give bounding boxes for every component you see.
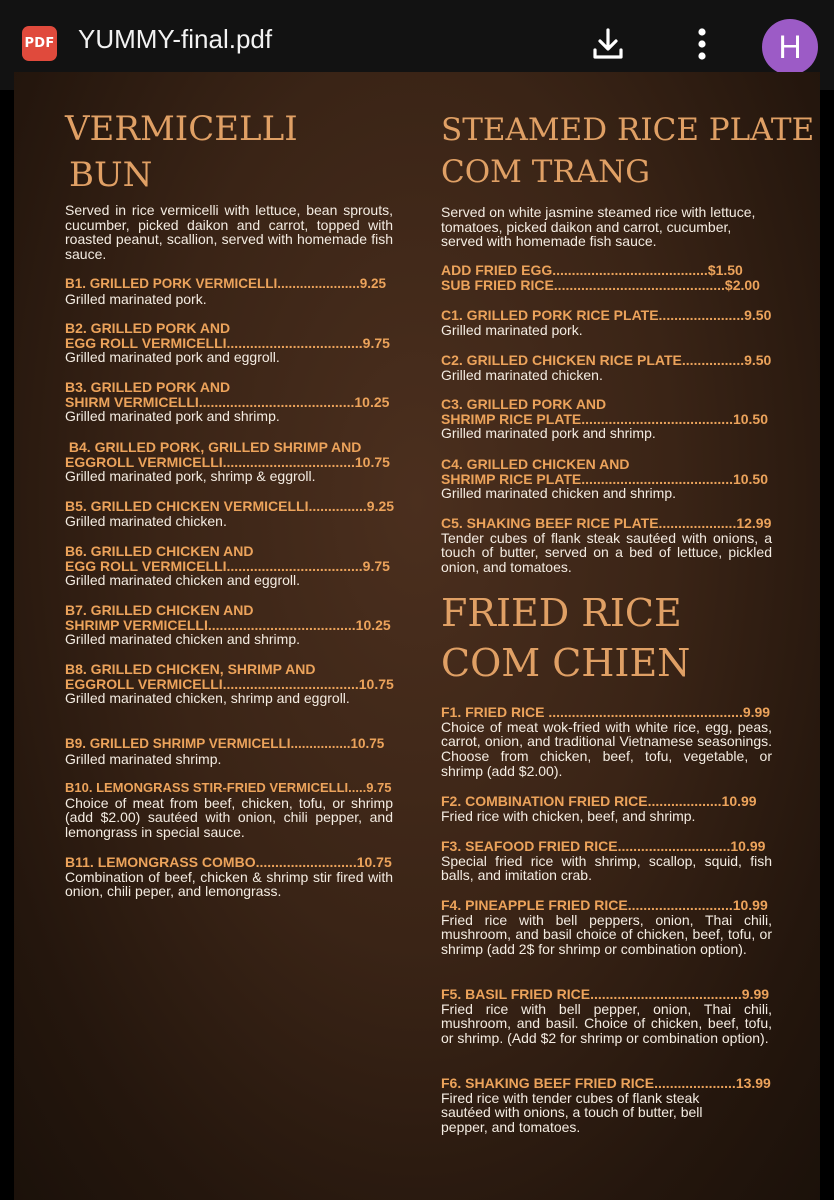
menu-item: [441, 308, 772, 337]
menu-item: [65, 544, 393, 588]
item-title: B1. GRILLED PORK VERMICELLI......................9.25: [65, 276, 387, 291]
menu-item: [65, 737, 393, 766]
item-description: Grilled marinated chicken.: [65, 512, 227, 529]
addons: [441, 263, 772, 292]
menu-item: [65, 321, 393, 365]
item-description: Choice of meat wok-fried with white rice, egg, peas, carrot, onion, and traditional Vietnamese seasonings. Choose from chicken, beef, tofu, vegetable, or shrimp (add $2.00).: [441, 718, 772, 779]
menu-item: [441, 353, 772, 382]
account-avatar[interactable]: H: [762, 19, 818, 75]
menu-item: [65, 440, 393, 484]
item-title: B6. GRILLED CHICKEN AND EGG ROLL VERMICELLI...................................9.75: [65, 543, 390, 574]
section-intro: [441, 205, 772, 249]
addon-prices: ADD FRIED EGG........................................$1.50 SUB FRIED RICE............................................$2.00: [441, 262, 760, 293]
item-description: Choice of meat from beef, chicken, tofu, or shrimp (add $2.00) sautéed with onion, chili pepper, and lemongrass in special sauce.: [65, 794, 393, 841]
section-heading-line: COM TRANG: [441, 154, 651, 190]
item-title: B2. GRILLED PORK AND EGG ROLL VERMICELLI...................................9.75: [65, 320, 390, 351]
item-title: B8. GRILLED CHICKEN, SHRIMP AND EGGROLL VERMICELLI...................................10.75: [65, 661, 394, 692]
item-description: Grilled marinated pork and shrimp.: [65, 408, 280, 425]
item-description: Grilled marinated pork, shrimp & eggroll.: [65, 468, 316, 485]
menu-item: [441, 794, 772, 823]
item-description: Combination of beef, chicken & shrimp stir fired with onion, chili peper, and lemongrass.: [65, 868, 393, 900]
item-title: F2. COMBINATION FRIED RICE...................10.99: [441, 793, 757, 809]
section-heading-line: FRIED RICE: [441, 591, 682, 635]
item-description: Grilled marinated chicken and shrimp.: [65, 631, 300, 648]
item-title: C3. GRILLED PORK AND SHRIMP RICE PLATE.......................................10.50: [441, 396, 769, 427]
menu-item: [441, 516, 772, 575]
item-title: B5. GRILLED CHICKEN VERMICELLI...............9.25: [65, 498, 395, 514]
item-title: B10. LEMONGRASS STIR-FRIED VERMICELLI.....9.75: [65, 780, 392, 795]
item-title: B4. GRILLED PORK, GRILLED SHRIMP AND EGGROLL VERMICELLI..................................10.75: [65, 439, 390, 470]
menu-item: [441, 1075, 771, 1136]
menu-item: [441, 397, 772, 441]
item-description: Grilled marinated pork and eggroll.: [65, 349, 280, 366]
item-description: Tender cubes of flank steak sautéed with onions, a touch of butter, served on a bed of lettuce, pickled onion, and tomatoes.: [441, 529, 772, 576]
item-description: Fired rice with tender cubes of flank steak sautéed with onions, a touch of butter, bell pepper, and tomatoes.: [441, 1089, 703, 1136]
menu-item: [441, 457, 772, 501]
item-title: B7. GRILLED CHICKEN AND SHRIMP VERMICELLI......................................10.25: [65, 602, 391, 633]
item-title: B9. GRILLED SHRIMP VERMICELLI................10.75: [65, 736, 385, 751]
pdf-page: [14, 72, 820, 1200]
section-intro: [65, 203, 393, 262]
section-heading-line: VERMICELLI: [65, 109, 298, 149]
intro-text: Served in rice vermicelli with lettuce, bean sprouts, cucumber, picked daikon and carrot, topped with roasted peanut, scallion, served with homemade fish sauce.: [65, 202, 393, 263]
menu-item: [65, 499, 393, 528]
item-description: Special fried rice with shrimp, scallop, squid, fish balls, and imitation crab.: [441, 852, 772, 884]
item-description: Grilled marinated pork.: [65, 290, 207, 307]
menu-item: [441, 705, 772, 779]
item-description: Fried rice with chicken, beef, and shrimp.: [441, 807, 696, 824]
download-icon: [588, 24, 628, 64]
item-description: Grilled marinated chicken.: [441, 366, 603, 383]
item-title: C4. GRILLED CHICKEN AND SHRIMP RICE PLATE.......................................10.50: [441, 456, 769, 487]
section-heading-line: STEAMED RICE PLATE: [441, 112, 815, 148]
item-title: B11. LEMONGRASS COMBO..........................10.75: [65, 854, 392, 870]
menu-item: [441, 987, 772, 1046]
menu-item: [65, 603, 393, 647]
more-options-button[interactable]: [688, 24, 716, 64]
section-heading-line: BUN: [69, 155, 153, 195]
item-title: F6. SHAKING BEEF FRIED RICE.....................13.99: [441, 1075, 771, 1091]
item-title: F1. FRIED RICE ..................................................9.99: [441, 704, 771, 720]
pdf-file-icon: PDF: [22, 26, 57, 61]
more-vertical-icon: [688, 24, 716, 64]
item-title: F3. SEAFOOD FRIED RICE.............................10.99: [441, 838, 766, 854]
item-description: Fried rice with bell pepper, onion, Thai chili, mushroom, and basil. Choice of chicken, beef, tofu, or shrimp. (Add $2 for shrimp or combination option).: [441, 1000, 772, 1047]
item-title: C5. SHAKING BEEF RICE PLATE....................12.99: [441, 515, 772, 531]
menu-item: [441, 839, 772, 883]
item-title: C2. GRILLED CHICKEN RICE PLATE................9.50: [441, 352, 772, 368]
download-button[interactable]: [588, 24, 628, 64]
item-title: C1. GRILLED PORK RICE PLATE......................9.50: [441, 307, 772, 323]
item-title: B3. GRILLED PORK AND SHIRM VERMICELLI........................................10.25: [65, 379, 390, 410]
document-title: YUMMY-final.pdf: [78, 24, 273, 54]
item-description: Grilled marinated pork and shrimp.: [441, 425, 656, 442]
menu-item: [65, 855, 393, 899]
item-description: Grilled marinated chicken and shrimp.: [441, 485, 676, 502]
item-title: F4. PINEAPPLE FRIED RICE...........................10.99: [441, 897, 768, 913]
menu-item: [441, 898, 772, 957]
menu-item: [65, 781, 393, 840]
intro-text: Served on white jasmine steamed rice with lettuce, tomatoes, picked daikon and carrot, cucumber, served with homemade fish sauce.: [441, 204, 756, 250]
item-description: Grilled marinated shrimp.: [65, 750, 222, 767]
menu-item: [65, 380, 393, 424]
item-description: Fried rice with bell peppers, onion, Thai chili, mushroom, and basil choice of chicken, beef, tofu, or shrimp (add 2$ for shrimp or combination option).: [441, 911, 772, 958]
item-description: Grilled marinated pork.: [441, 321, 583, 338]
item-description: Grilled marinated chicken, shrimp and eggroll.: [65, 690, 350, 707]
item-title: F5. BASIL FRIED RICE.......................................9.99: [441, 986, 770, 1002]
section-heading-line: COM CHIEN: [441, 641, 691, 685]
item-description: Grilled marinated chicken and eggroll.: [65, 572, 301, 589]
menu-item: [65, 277, 393, 306]
menu-item: [65, 662, 393, 706]
